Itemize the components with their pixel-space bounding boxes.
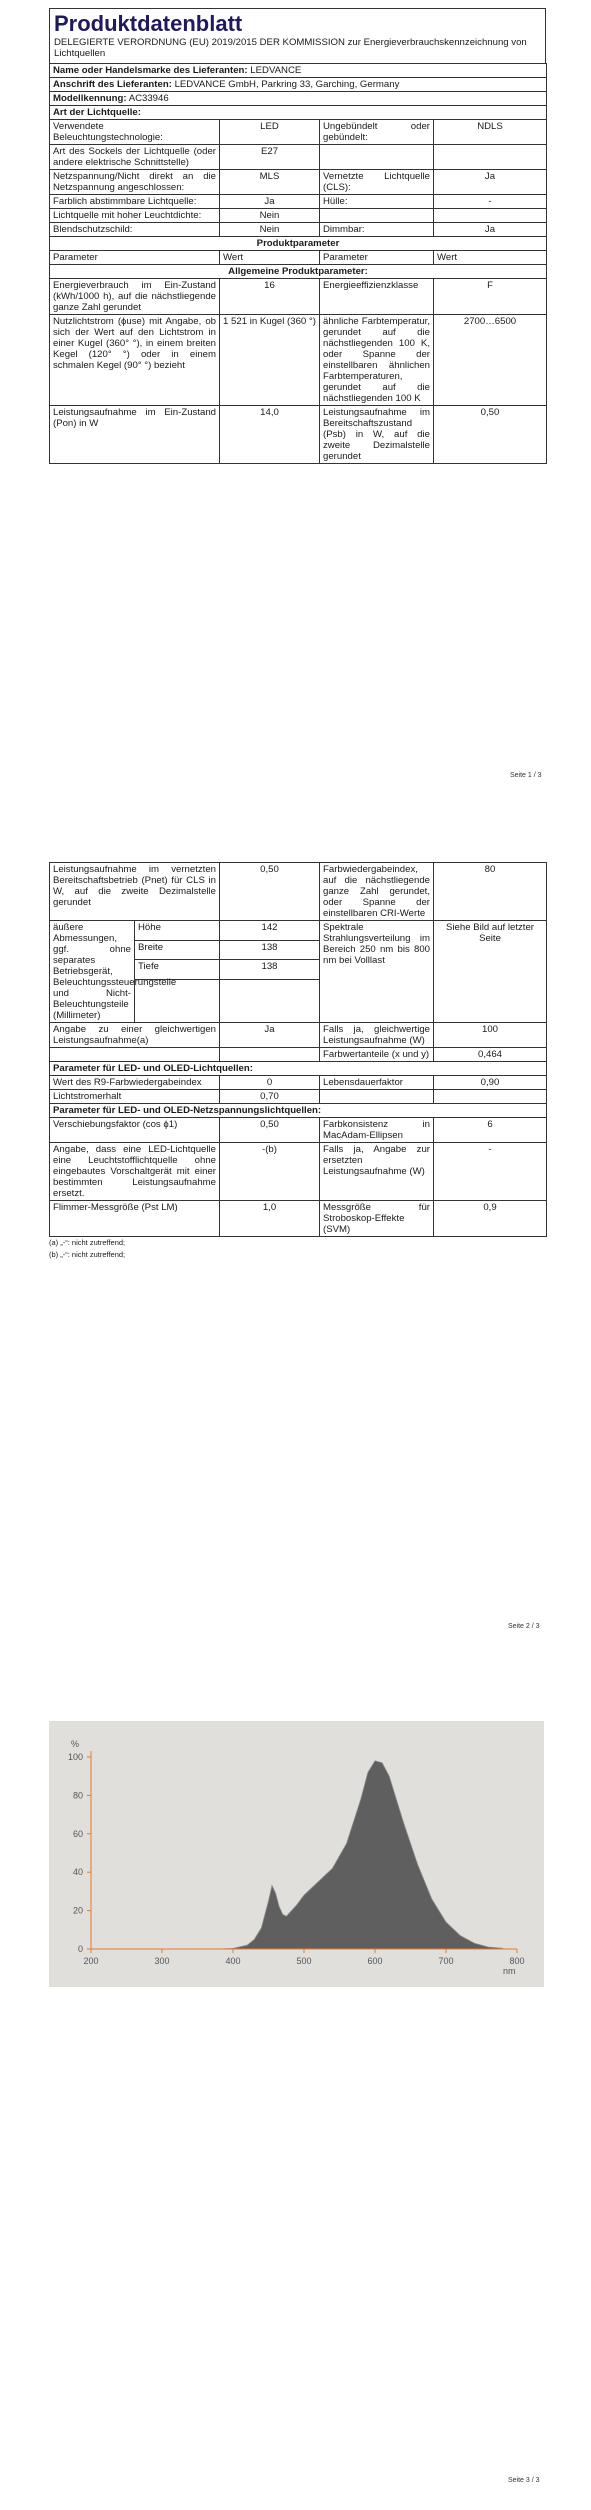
param-row	[50, 1048, 547, 1062]
type-value: Nein	[220, 209, 320, 223]
general-param-label-2: ähnliche Farbtemperatur, gerundet auf die nächstliegenden 100 K, oder Spanne der einstellbaren ähnlichen Farbtemperaturen, gerundet auf die nächstliegenden 100 K	[320, 315, 434, 406]
dimension-value: 142	[220, 921, 320, 941]
param-value	[220, 1048, 320, 1062]
model-row: Modellkennung: AC33946	[50, 92, 547, 106]
mains-param-value: 0,50	[220, 1118, 320, 1143]
general-param-label-2: Leistungsaufnahme im Bereitschaftszustand (Psb) in W, auf die zweite Dezimalstelle gerundet	[320, 406, 434, 464]
param-value: Ja	[220, 1023, 320, 1048]
param-label	[50, 1048, 220, 1062]
general-param-row	[50, 406, 547, 464]
mains-param-label-2: Messgröße für Stroboskop-Effekte (SVM)	[320, 1201, 434, 1237]
led-param-value: 0,70	[220, 1090, 320, 1104]
led-param-row	[50, 1076, 547, 1090]
dimensions-label: äußere Abmessungen, ggf. ohne separates Betriebsgerät, Beleuchtungssteuerungsteile und Nicht-Beleuchtungsteile (Millimeter)	[50, 921, 135, 1023]
type-label-2: Ungebündelt oder gebündelt:	[320, 120, 434, 145]
mains-param-label: Angabe, dass eine LED-Lichtquelle eine Leuchtstofflichtquelle ohne eingebautes Vorschaltgerät mit einer bestimmten Leistungsaufnahme ersetzt.	[50, 1143, 220, 1201]
param-row	[50, 863, 547, 921]
param-label-2: Farbwiedergabeindex, auf die nächstliegende ganze Zahl gerundet, oder Spanne der einstellbaren CRI-Werte	[320, 863, 434, 921]
mains-params-header: Parameter für LED- und OLED-Netzspannungslichtquellen:	[50, 1104, 547, 1118]
param-value: 0,50	[220, 863, 320, 921]
mains-param-label-2: Farbkonsistenz in MacAdam-Ellipsen	[320, 1118, 434, 1143]
supplier-address-row: Anschrift des Lieferanten: LEDVANCE GmbH, Parkring 33, Garching, Germany	[50, 78, 547, 92]
mains-param-value-2: -	[434, 1143, 547, 1201]
dimension-value: 138	[220, 940, 320, 960]
type-value-2: Ja	[434, 170, 547, 195]
general-param-label: Energieverbrauch im Ein-Zustand (kWh/1000 h), auf die nächstliegende ganze Zahl gerundet	[50, 279, 220, 315]
spectrum-area	[219, 1761, 503, 1949]
mains-param-value-2: 0,9	[434, 1201, 547, 1237]
led-params-header: Parameter für LED- und OLED-Lichtquellen:	[50, 1062, 547, 1076]
y-axis-unit: %	[71, 1739, 80, 1749]
type-value-2: NDLS	[434, 120, 547, 145]
y-tick-label: 20	[72, 1905, 83, 1916]
type-value-2	[434, 145, 547, 170]
regulation-subtitle: DELEGIERTE VERORDNUNG (EU) 2019/2015 DER KOMMISSION zur Energieverbrauchskennzeichnung von Lichtquellen	[54, 37, 527, 59]
col-header-param: Parameter	[50, 251, 220, 265]
general-param-value-2: 0,50	[434, 406, 547, 464]
x-axis-unit: nm	[503, 1966, 516, 1976]
general-param-value-2: 2700…6500	[434, 315, 547, 406]
type-value: MLS	[220, 170, 320, 195]
led-param-label: Wert des R9-Farbwiedergabeindex	[50, 1076, 220, 1090]
mains-param-value-2: 6	[434, 1118, 547, 1143]
param-value-2: 100	[434, 1023, 547, 1048]
type-row	[50, 170, 547, 195]
page-number-2: Seite 2 / 3	[508, 1623, 540, 1630]
led-param-label-2: Lebensdauerfaktor	[320, 1076, 434, 1090]
spectral-value: Siehe Bild auf letzter Seite	[434, 921, 547, 1023]
led-param-row	[50, 1090, 547, 1104]
mains-param-row	[50, 1201, 547, 1237]
general-param-label: Leistungsaufnahme im Ein-Zustand (Pon) in W	[50, 406, 220, 464]
y-tick-label: 0	[77, 1944, 83, 1954]
page-title: Produktdatenblatt	[54, 11, 243, 36]
type-value-2: -	[434, 195, 547, 209]
footnote-b: (b) „-“: nicht zutreffend;	[49, 1250, 126, 1259]
led-param-label-2	[320, 1090, 434, 1104]
x-tick-label: 700	[438, 1956, 454, 1966]
general-param-label: Nutzlichtstrom (ϕuse) mit Angabe, ob sich der Wert auf den Lichtstrom in einer Kugel (360° °), in einem breiten Kegel (120° °) oder in einem schmalen Kegel (90° °) bezieht	[50, 315, 220, 406]
dimension-value: 138	[220, 960, 320, 980]
type-label: Verwendete Beleuchtungstechnologie:	[50, 120, 220, 145]
type-label-2	[320, 209, 434, 223]
type-value: Nein	[220, 223, 320, 237]
general-param-row	[50, 279, 547, 315]
mains-param-value: 1,0	[220, 1201, 320, 1237]
x-tick-label: 300	[154, 1956, 170, 1966]
supplier-name-row: Name oder Handelsmarke des Lieferanten: LEDVANCE	[50, 64, 547, 78]
spectral-distribution-chart	[49, 1721, 544, 1987]
param-label: Leistungsaufnahme im vernetzten Bereitschaftsbetrieb (Pnet) für CLS in W, auf die zweite Dezimalstelle gerundet	[50, 863, 220, 921]
footnote-a: (a) „-“: nicht zutreffend;	[49, 1238, 126, 1247]
info-table	[49, 63, 547, 464]
general-param-label-2: Energieeffizienzklasse	[320, 279, 434, 315]
type-label: Farblich abstimmbare Lichtquelle:	[50, 195, 220, 209]
dimension-key: Tiefe	[135, 960, 220, 980]
param-label-2: Farbwertanteile (x und y)	[320, 1048, 434, 1062]
x-tick-label: 500	[296, 1956, 312, 1966]
x-tick-label: 400	[225, 1956, 241, 1966]
general-param-row	[50, 315, 547, 406]
general-param-value: 16	[220, 279, 320, 315]
param-label-2: Falls ja, gleichwertige Leistungsaufnahme (W)	[320, 1023, 434, 1048]
params-section: Produktparameter	[50, 237, 547, 251]
param-value-2: 80	[434, 863, 547, 921]
param-row	[50, 1023, 547, 1048]
dimension-key: Höhe	[135, 921, 220, 941]
y-tick-label: 60	[72, 1828, 83, 1839]
mains-param-row	[50, 1118, 547, 1143]
dimension-row	[50, 921, 547, 941]
type-row	[50, 223, 547, 237]
y-tick-label: 100	[67, 1752, 83, 1762]
page-2	[49, 862, 546, 1261]
type-label-2	[320, 145, 434, 170]
page-1	[49, 8, 546, 464]
x-tick-label: 800	[509, 1956, 525, 1966]
type-row	[50, 145, 547, 170]
type-row	[50, 209, 547, 223]
type-label: Netzspannung/Nicht direkt an die Netzspannung angeschlossen:	[50, 170, 220, 195]
type-value: Ja	[220, 195, 320, 209]
type-value: LED	[220, 120, 320, 145]
type-value: E27	[220, 145, 320, 170]
general-param-value-2: F	[434, 279, 547, 315]
dimension-key: Breite	[135, 940, 220, 960]
type-label: Lichtquelle mit hoher Leuchtdichte:	[50, 209, 220, 223]
type-value-2: Ja	[434, 223, 547, 237]
mains-param-label-2: Falls ja, Angabe zur ersetzten Leistungsaufnahme (W)	[320, 1143, 434, 1201]
page-number-1: Seite 1 / 3	[510, 772, 542, 779]
type-value-2	[434, 209, 547, 223]
col-header-value-2: Wert	[434, 251, 547, 265]
page-number-3: Seite 3 / 3	[508, 2477, 540, 2484]
mains-param-label: Flimmer-Messgröße (Pst LM)	[50, 1201, 220, 1237]
mains-param-value: -(b)	[220, 1143, 320, 1201]
dimension-spacer	[220, 980, 320, 1023]
general-param-value: 1 521 in Kugel (360 °)	[220, 315, 320, 406]
led-param-label: Lichtstromerhalt	[50, 1090, 220, 1104]
spectral-label: Spektrale Strahlungsverteilung im Bereich 250 nm bis 800 nm bei Volllast	[320, 921, 434, 1023]
chart-svg	[49, 1721, 544, 1987]
mains-param-label: Verschiebungsfaktor (cos ϕ1)	[50, 1118, 220, 1143]
type-row	[50, 120, 547, 145]
param-value-2: 0,464	[434, 1048, 547, 1062]
y-tick-label: 40	[72, 1867, 83, 1878]
type-label-2: Hülle:	[320, 195, 434, 209]
x-tick-label: 600	[367, 1956, 383, 1966]
params-table-2	[49, 862, 547, 1237]
col-header-value: Wert	[220, 251, 320, 265]
param-label: Angabe zu einer gleichwertigen Leistungsaufnahme(a)	[50, 1023, 220, 1048]
col-header-param-2: Parameter	[320, 251, 434, 265]
type-header: Art der Lichtquelle:	[50, 106, 547, 120]
general-param-value: 14,0	[220, 406, 320, 464]
title-block	[49, 8, 546, 63]
type-label-2: Dimmbar:	[320, 223, 434, 237]
type-row	[50, 195, 547, 209]
type-label: Art des Sockels der Lichtquelle (oder andere elektrische Schnittstelle)	[50, 145, 220, 170]
type-label: Blendschutzschild:	[50, 223, 220, 237]
x-tick-label: 200	[83, 1956, 99, 1966]
led-param-value-2	[434, 1090, 547, 1104]
led-param-value: 0	[220, 1076, 320, 1090]
general-params-header: Allgemeine Produktparameter:	[50, 265, 547, 279]
y-tick-label: 80	[72, 1790, 83, 1801]
mains-param-row	[50, 1143, 547, 1201]
led-param-value-2: 0,90	[434, 1076, 547, 1090]
type-label-2: Vernetzte Lichtquelle (CLS):	[320, 170, 434, 195]
